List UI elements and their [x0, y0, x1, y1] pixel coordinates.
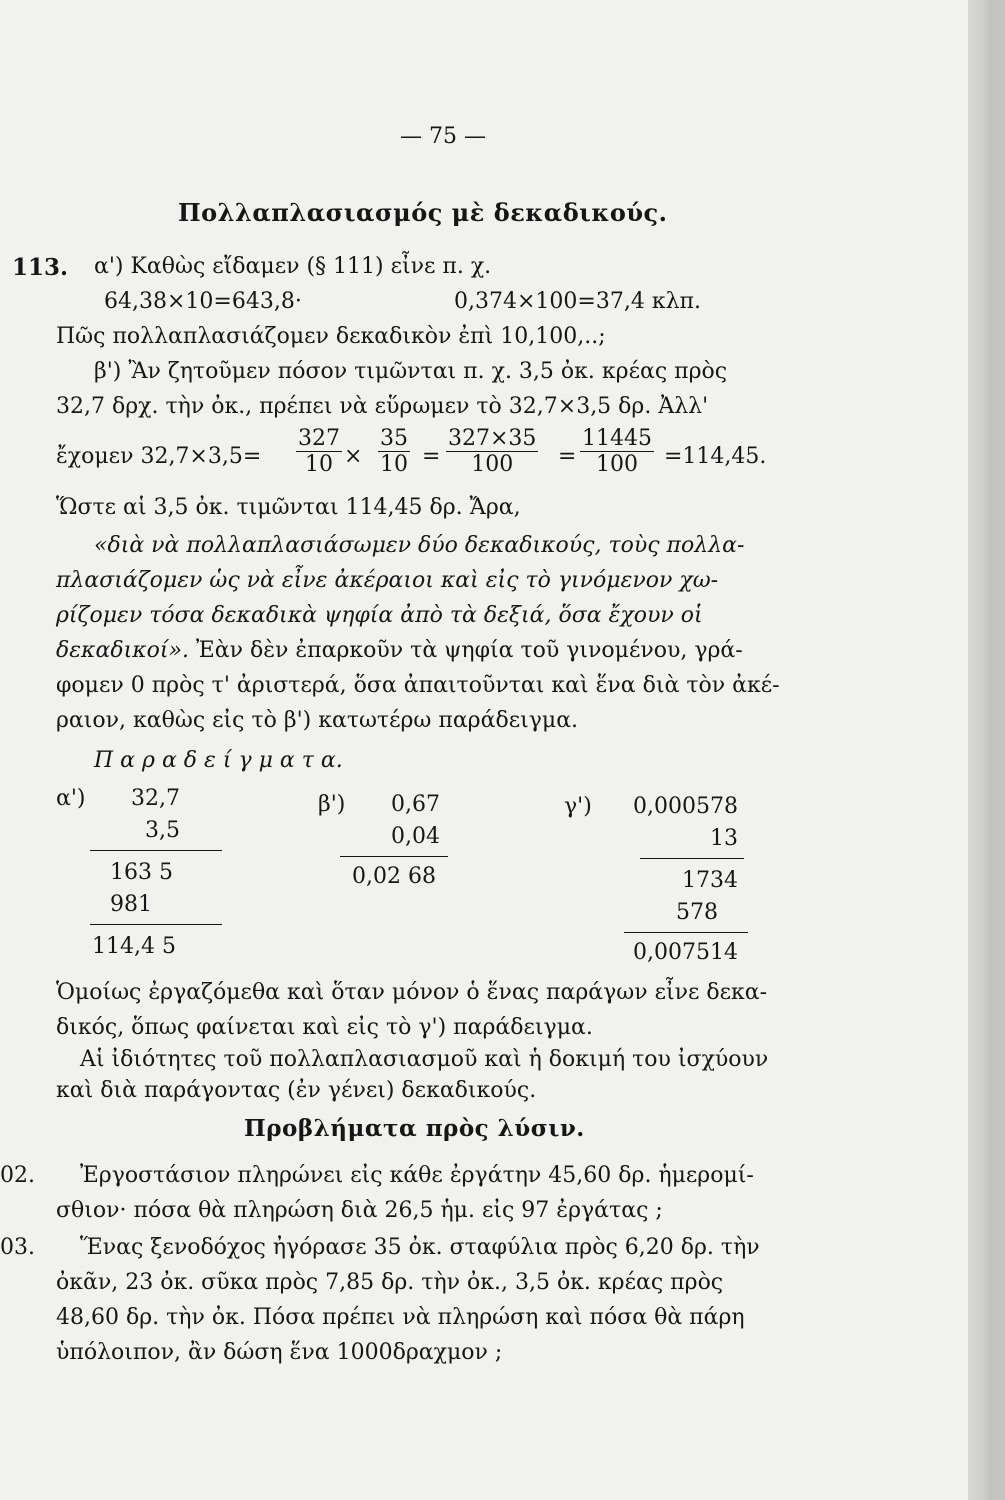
multiplier: 0,04 [391, 824, 440, 849]
example-label: α') [56, 786, 86, 811]
multiplier: 3,5 [145, 818, 180, 843]
partial-product: 578 [676, 900, 718, 925]
product: 0,007514 [633, 940, 738, 965]
rule-line [90, 850, 222, 851]
product: 114,4 5 [92, 934, 176, 959]
text-line: Αἱ ἰδιότητες τοῦ πολλαπλασιασμοῦ καὶ ἡ δοκιμή του ἰσχύουν [80, 1047, 769, 1072]
fraction-denominator: 100 [580, 451, 654, 477]
text-line: Πῶς πολλαπλασιάζομεν δεκαδικὸν ἐπὶ 10,100,..; [56, 324, 606, 349]
text-line: Ὁμοίως ἐργαζόμεθα καὶ ὅταν μόνον ὁ ἕνας παράγων εἶνε δεκα- [56, 980, 768, 1005]
text-line: φομεν 0 πρὸς τ' ἀριστερά, ὅσα ἀπαιτοῦνται καὶ ἕνα διὰ τὸν ἀκέ- [56, 673, 780, 698]
text-line: δικός, ὅπως φαίνεται καὶ εἰς τὸ γ') παράδειγμα. [56, 1015, 593, 1040]
fraction [446, 426, 538, 477]
fraction-denominator: 100 [446, 451, 538, 477]
text-line: Ὥστε αἱ 3,5 ὀκ. τιμῶνται 114,45 δρ. Ἄρα, [56, 495, 521, 520]
equals-sign: = [558, 444, 577, 469]
rule-line [90, 924, 222, 925]
partial-product: 981 [110, 892, 152, 917]
product: 0,02 68 [352, 864, 436, 889]
equation: 0,374×100=37,4 κλπ. [454, 289, 701, 314]
fraction [296, 426, 342, 477]
problem-text: ὑπόλοιπον, ἂν δώση ἕνα 1000δραχμον ; [56, 1340, 503, 1365]
rule-text: «διὰ νὰ πολλαπλασιάσωμεν δύο δεκαδικούς, τοὺς πολλα- [94, 533, 745, 558]
section-heading: Πολλαπλασιασμός μὲ δεκαδικούς. [178, 198, 668, 227]
multiplicand: 0,67 [391, 792, 440, 817]
partial-product: 163 5 [110, 860, 173, 885]
fraction [378, 426, 410, 477]
problem-text: Ἐργοστάσιον πληρώνει εἰς κάθε ἐργάτην 45,60 δρ. ἡμερομί- [80, 1163, 754, 1188]
formula-lead: ἔχομεν 32,7×3,5= [56, 444, 262, 469]
next-page-edge [992, 0, 1005, 1500]
fraction-numerator: 327×35 [448, 426, 537, 451]
example-label: β') [318, 792, 346, 817]
multiplicand: 0,000578 [633, 794, 738, 819]
fraction-denominator: 10 [296, 451, 342, 477]
text-line: ραιον, καθὼς εἰς τὸ β') κατωτέρω παράδειγμα. [56, 708, 579, 733]
rule-line [640, 858, 744, 859]
fraction-numerator: 327 [298, 426, 340, 451]
example-label: γ') [564, 794, 592, 819]
problems-heading: Προβλήματα πρὸς λύσιν. [244, 1115, 585, 1142]
equals-sign: = [422, 444, 441, 469]
rule-text: δεκαδικοί». [56, 638, 189, 663]
text-line: 32,7 δρχ. τὴν ὀκ., πρέπει νὰ εὕρωμεν τὸ 32,7×3,5 δρ. Ἀλλ' [56, 394, 709, 419]
fraction-numerator: 11445 [582, 426, 652, 451]
text-line: β') Ἂν ζητοῦμεν πόσον τιμῶνται π. χ. 3,5 ὀκ. κρέας πρὸς [94, 359, 728, 384]
text-span: Ἐὰν δὲν ἐπαρκοῦν τὰ ψηφία τοῦ γινομένου, γρά- [188, 638, 743, 663]
multiplicand: 32,7 [131, 786, 180, 811]
text-line: α') Καθὼς εἴδαμεν (§ 111) εἶνε π. χ. [94, 254, 492, 279]
examples-title: Π α ρ α δ ε ί γ μ α τ α. [94, 748, 343, 773]
equation: 64,38×10=643,8· [104, 289, 302, 314]
problem-text: σθιον· πόσα θὰ πληρώση διὰ 26,5 ἡμ. εἰς 97 ἐργάτας ; [56, 1198, 663, 1223]
text-line [56, 638, 743, 663]
times-sign: × [344, 444, 363, 469]
rule-text: ρίζομεν τόσα δεκαδικὰ ψηφία ἀπὸ τὰ δεξιά, ὅσα ἔχουν οἱ [56, 603, 703, 628]
problem-text: ὀκᾶν, 23 ὀκ. σῦκα πρὸς 7,85 δρ. τὴν ὀκ., 3,5 ὀκ. κρέας πρὸς [56, 1270, 724, 1295]
section-number: 113. [12, 254, 69, 281]
fraction-numerator: 35 [380, 426, 408, 451]
rule-text: πλασιάζομεν ὡς νὰ εἶνε ἀκέραιοι καὶ εἰς τὸ γινόμενον χω- [56, 568, 719, 593]
multiplier: 13 [710, 826, 738, 851]
page-number: — 75 — [400, 124, 486, 149]
problem-number: 02. [0, 1163, 35, 1188]
formula-result: =114,45. [664, 444, 767, 469]
text-line: καὶ διὰ παράγοντας (ἐν γένει) δεκαδικούς. [56, 1078, 537, 1103]
rule-line [624, 932, 748, 933]
problem-text: Ἕνας ξενοδόχος ἠγόρασε 35 ὀκ. σταφύλια πρὸς 6,20 δρ. τὴν [80, 1235, 760, 1260]
fraction [580, 426, 654, 477]
rule-line [340, 856, 448, 857]
partial-product: 1734 [682, 868, 738, 893]
problem-number: 03. [0, 1235, 35, 1260]
problem-text: 48,60 δρ. τὴν ὀκ. Πόσα πρέπει νὰ πληρώση καὶ πόσα θὰ πάρη [56, 1305, 745, 1330]
fraction-denominator: 10 [380, 452, 408, 477]
